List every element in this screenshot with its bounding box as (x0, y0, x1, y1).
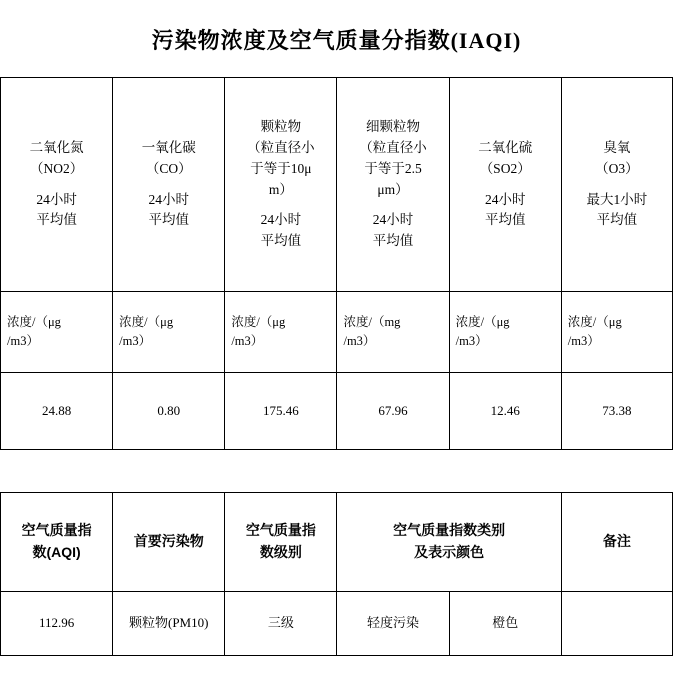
spacer (453, 180, 558, 190)
pollutant-period-line: 24小时 (148, 191, 189, 207)
value-cell-co: 0.80 (113, 373, 225, 450)
unit-line: /m3） (7, 334, 39, 348)
page-title: 污染物浓度及空气质量分指数(IAQI) (151, 28, 522, 53)
unit-line: 浓度/（μg (119, 314, 174, 329)
value-cell-pm25: 67.96 (337, 373, 449, 450)
aqi-header-line: 备注 (602, 533, 631, 550)
spacer (228, 200, 333, 210)
pollutant-name-line: 一氧化碳 (141, 139, 196, 155)
table-spacer (0, 450, 673, 492)
table-row-headers (1, 78, 673, 292)
pollutant-name-line: （粒直径小 (247, 139, 315, 155)
aqi-value-level: 三级 (225, 592, 337, 656)
pollutant-table (0, 77, 673, 450)
pollutant-period-line: 平均值 (36, 212, 77, 228)
pollutant-period-line: 24小时 (372, 212, 414, 228)
unit-cell-so2 (449, 292, 561, 373)
unit-cell-o3 (561, 292, 672, 373)
unit-line: 浓度/（μg (455, 314, 510, 329)
aqi-value-primary-pollutant: 颗粒物(PM10) (113, 592, 225, 656)
pollutant-name-line: （NO2） (29, 160, 84, 176)
pollutant-period-line: 24小时 (484, 191, 526, 207)
pollutant-name-line: 细颗粒物 (366, 118, 421, 134)
table-row-aqi-values (1, 592, 673, 656)
pollutant-header-pm25 (337, 78, 449, 292)
spacer (4, 180, 109, 190)
unit-line: 浓度/（mg (343, 314, 401, 329)
unit-line: 浓度/（μg (231, 314, 286, 329)
spacer (116, 180, 221, 190)
unit-cell-co (113, 292, 225, 373)
spacer (565, 180, 669, 190)
aqi-header-line: 空气质量指 (21, 522, 92, 539)
pollutant-period-line: 平均值 (148, 212, 189, 228)
pollutant-header-so2 (449, 78, 561, 292)
unit-cell-pm25 (337, 292, 449, 373)
pollutant-name-line: 二氧化硫 (478, 139, 533, 155)
pollutant-period-line: 24小时 (260, 212, 302, 228)
pollutant-header-co (113, 78, 225, 292)
aqi-value-category: 轻度污染 (337, 592, 449, 656)
unit-cell-no2 (1, 292, 113, 373)
value-cell-no2: 24.88 (1, 373, 113, 450)
aqi-header-line: 数(AQI) (32, 544, 81, 560)
unit-line: /m3） (455, 334, 488, 348)
aqi-value-index: 112.96 (1, 592, 113, 656)
pollutant-name-line: （O3） (595, 160, 639, 176)
aqi-header-index (1, 493, 113, 592)
unit-line: 浓度/（μg (567, 314, 622, 329)
unit-line: /m3） (343, 334, 376, 348)
aqi-header-level (225, 493, 337, 592)
table-row-values (1, 373, 673, 450)
table-row-aqi-headers (1, 493, 673, 592)
aqi-value-remark (561, 592, 672, 656)
aqi-header-primary-pollutant (113, 493, 225, 592)
value-cell-pm10: 175.46 (225, 373, 337, 450)
aqi-table (0, 492, 673, 656)
aqi-value-color-name: 橙色 (449, 592, 561, 656)
pollutant-name-line: 颗粒物 (260, 118, 302, 134)
pollutant-period-line: 24小时 (36, 191, 77, 207)
spacer (340, 200, 445, 210)
pollutant-header-pm10 (225, 78, 337, 292)
pollutant-name-line: （粒直径小 (359, 139, 427, 155)
pollutant-period-line: 最大1小时 (586, 191, 648, 207)
table-row-units (1, 292, 673, 373)
pollutant-name-line: （CO） (145, 160, 192, 176)
unit-line: /m3） (119, 334, 152, 348)
pollutant-name-line: 二氧化氮 (29, 139, 84, 155)
pollutant-period-line: 平均值 (372, 233, 414, 249)
pollutant-period-line: 平均值 (596, 212, 638, 228)
pollutant-header-no2 (1, 78, 113, 292)
pollutant-name-line: 于等于10μ (250, 160, 312, 176)
pollutant-period-line: 平均值 (484, 212, 526, 228)
pollutant-name-line: 于等于2.5 (364, 160, 422, 176)
value-cell-so2: 12.46 (449, 373, 561, 450)
pollutant-name-line: μm） (377, 181, 409, 197)
pollutant-name-line: （SO2） (479, 160, 531, 176)
unit-cell-pm10 (225, 292, 337, 373)
aqi-header-line: 空气质量指数类别 (393, 522, 506, 539)
aqi-header-remark (561, 493, 672, 592)
unit-line: 浓度/（μg (7, 314, 61, 329)
pollutant-name-line: 臭氧 (603, 139, 631, 155)
unit-line: /m3） (567, 334, 600, 348)
aqi-header-line: 及表示颜色 (414, 544, 485, 560)
aqi-header-line: 空气质量指 (245, 522, 316, 539)
aqi-header-line: 数级别 (259, 544, 302, 560)
unit-line: /m3） (231, 334, 264, 348)
value-cell-o3: 73.38 (561, 373, 672, 450)
pollutant-name-line: m） (268, 181, 293, 197)
aqi-header-category-color (337, 493, 561, 592)
aqi-header-line: 首要污染物 (133, 533, 204, 550)
pollutant-period-line: 平均值 (260, 233, 302, 249)
pollutant-header-o3 (561, 78, 672, 292)
